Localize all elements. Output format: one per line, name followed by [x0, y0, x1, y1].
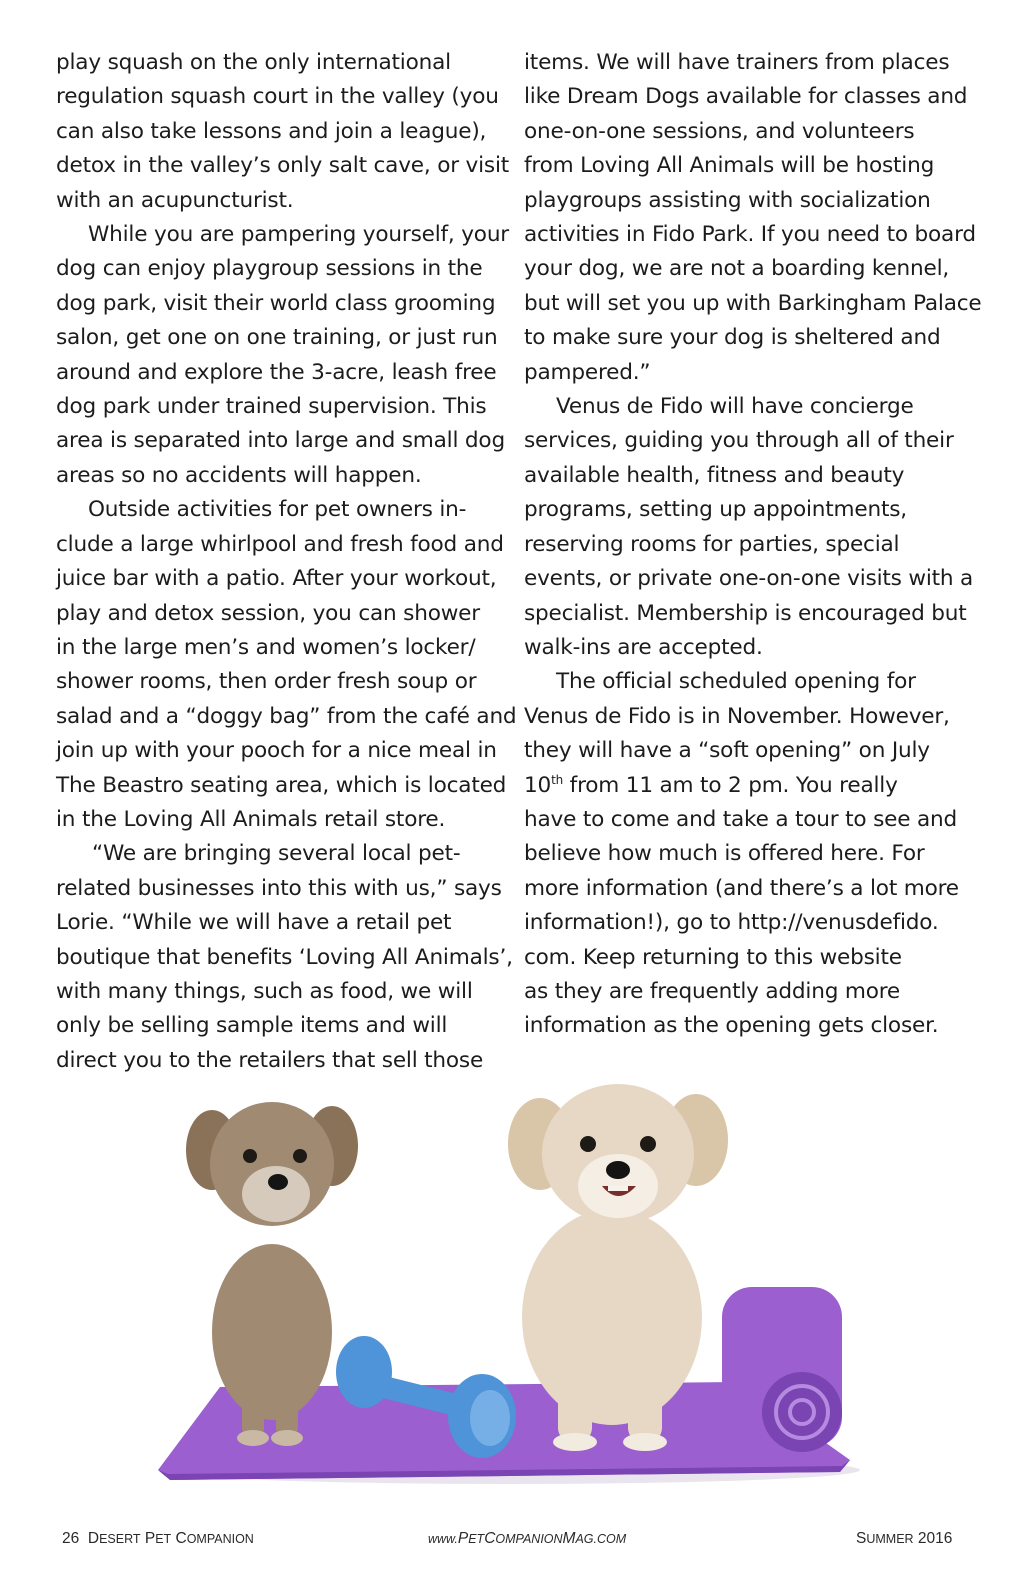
body-text-line: salon, get one on one training, or just run [56, 325, 498, 351]
body-text-line: can also take lessons and join a league), [56, 118, 487, 144]
url-part: P [457, 1530, 469, 1547]
body-text-line: items. We will have trainers from places [524, 50, 950, 75]
body-text-line: boutique that benefits ‘Loving All Animals’, [56, 944, 513, 970]
right-dog-front-leg [558, 1352, 592, 1442]
body-text-line: detox in the valley’s only salt cave, or visit [56, 153, 510, 179]
footer-issue [856, 1530, 952, 1548]
body-text-line: walk-ins are accepted. [524, 634, 763, 660]
date-number: 10 [524, 772, 552, 798]
right-dog-body [522, 1209, 702, 1425]
body-text-line: Outside activities for pet owners in- [88, 497, 467, 523]
magazine-name-part: OMPANION [186, 1532, 254, 1546]
body-text-line: The official scheduled opening for [556, 669, 916, 695]
body-text-line: While you are pampering yourself, your [88, 222, 509, 248]
left-dog-paw [237, 1430, 269, 1446]
body-text-line: one-on-one sessions, and volunteers [524, 118, 915, 144]
right-dog-eye [580, 1136, 596, 1152]
left-dog-paw [271, 1430, 303, 1446]
magazine-name-part: D [87, 1530, 100, 1547]
dumbbell-weight-left [336, 1336, 392, 1408]
body-text-line: as they are frequently adding more [524, 978, 901, 1004]
url-part: www. [428, 1532, 458, 1546]
body-text-line: in the Loving All Animals retail store. [56, 806, 446, 832]
body-text-line: Venus de Fido will have concierge [556, 394, 914, 420]
body-text-line: but will set you up with Barkingham Palace [524, 290, 982, 316]
body-text-line: Venus de Fido is in November. However, [524, 703, 950, 729]
body-text-line: juice bar with a patio. After your workout, [56, 566, 497, 592]
url-part: AG [575, 1532, 594, 1546]
body-text-line: more information (and there’s a lot more [524, 875, 959, 901]
url-part: M [562, 1530, 576, 1547]
body-text-line: like Dream Dogs available for classes and [524, 84, 968, 110]
page-number: 26 [62, 1530, 80, 1547]
body-text-line: dog can enjoy playgroup sessions in the [56, 256, 483, 282]
body-text-line: specialist. Membership is encouraged but [524, 600, 967, 626]
body-text-line: events, or private one-on-one visits with a [524, 566, 974, 592]
body-text-line: around and explore the 3-acre, leash free [56, 359, 497, 385]
magazine-name [88, 1530, 254, 1547]
body-text-line: The Beastro seating area, which is located [56, 772, 507, 798]
url-part: ET [468, 1532, 485, 1546]
body-text-line: regulation squash court in the valley (you [56, 84, 499, 110]
issue-part: S [856, 1530, 867, 1547]
body-text-line: they will have a “soft opening” on July [524, 738, 930, 764]
body-text-line: to make sure your dog is sheltered and [524, 325, 941, 351]
body-text-line: in the large men’s and women’s locker/ [56, 634, 476, 660]
right-dog-paw [553, 1433, 597, 1451]
body-text-line: com. Keep returning to this website [524, 944, 902, 970]
url-part: OMPANION [495, 1532, 563, 1546]
magazine-name-part: ESERT [99, 1532, 141, 1546]
article-right-column [524, 46, 982, 1044]
magazine-name-part: C [175, 1530, 187, 1547]
body-text-line: dog park under trained supervision. This [56, 394, 487, 420]
left-dog-body [212, 1244, 332, 1420]
body-text-line: dog park, visit their world class grooming [56, 290, 496, 316]
body-text-line: clude a large whirlpool and fresh food and [56, 531, 504, 557]
body-text-line: programs, setting up appointments, [524, 497, 907, 523]
body-text-line: area is separated into large and small dog [56, 428, 505, 454]
body-text-line: “We are bringing several local pet- [92, 841, 461, 867]
dogs-on-yoga-mat-photo [150, 1082, 880, 1492]
body-text-line: playgroups assisting with socialization [524, 187, 931, 213]
body-text-line: salad and a “doggy bag” from the café and [56, 703, 517, 729]
footer-page-and-magazine [62, 1530, 254, 1548]
footer-website-url[interactable] [428, 1530, 626, 1548]
body-text-line: information!), go to http://venusdefido. [524, 910, 939, 936]
body-text-line: join up with your pooch for a nice meal in [56, 738, 497, 764]
body-text-line: reserving rooms for parties, special [524, 531, 900, 557]
issue-part: UMMER [866, 1532, 914, 1546]
body-text-line: shower rooms, then order fresh soup or [56, 669, 477, 695]
body-text-line: direct you to the retailers that sell those [56, 1047, 484, 1073]
body-text-line: Lorie. “While we will have a retail pet [56, 910, 452, 936]
body-text-line: with an acupuncturist. [56, 187, 294, 213]
body-text-line: your dog, we are not a boarding kennel, [524, 256, 950, 282]
date-rest: from 11 am to 2 pm. You really [563, 772, 898, 798]
right-dog-eye [640, 1136, 656, 1152]
magazine-name-part: P [144, 1530, 156, 1547]
right-dog-front-leg [628, 1352, 662, 1442]
url-part: .COM [593, 1532, 627, 1546]
left-dog-nose [268, 1174, 288, 1190]
magazine-name-part: ET [155, 1532, 172, 1546]
body-text-line: services, guiding you through all of their [524, 428, 954, 454]
body-text-line: with many things, such as food, we will [56, 978, 473, 1004]
body-text-line: from Loving All Animals will be hosting [524, 153, 935, 179]
body-text-line: pampered.” [524, 359, 651, 385]
url-part: C [484, 1530, 496, 1547]
body-text-line: only be selling sample items and will [56, 1013, 448, 1039]
body-text-line: believe how much is offered here. For [524, 841, 925, 867]
left-dog-eye [293, 1149, 307, 1163]
left-dog-eye [243, 1149, 257, 1163]
left-dog-front-leg [242, 1362, 264, 1438]
body-text-line-with-superscript [524, 769, 974, 803]
body-text-line: related businesses into this with us,” says [56, 875, 502, 901]
right-dog-paw [623, 1433, 667, 1451]
dumbbell-weight-face [470, 1390, 510, 1446]
right-dog-nose [606, 1161, 630, 1179]
body-text-line: available health, fitness and beauty [524, 462, 905, 488]
left-dog-front-leg [276, 1362, 298, 1438]
body-text-line: areas so no accidents will happen. [56, 462, 422, 488]
issue-year: 2016 [917, 1530, 953, 1547]
body-text-line: play squash on the only international [56, 50, 451, 75]
article-left-column [56, 46, 517, 1078]
body-text-line: activities in Fido Park. If you need to board [524, 222, 976, 248]
body-text-line: play and detox session, you can shower [56, 600, 480, 626]
body-text-line: information as the opening gets closer. [524, 1013, 939, 1039]
ordinal-suffix: th [551, 772, 563, 787]
body-text-line: have to come and take a tour to see and [524, 806, 957, 832]
right-dog-teeth [608, 1186, 628, 1191]
